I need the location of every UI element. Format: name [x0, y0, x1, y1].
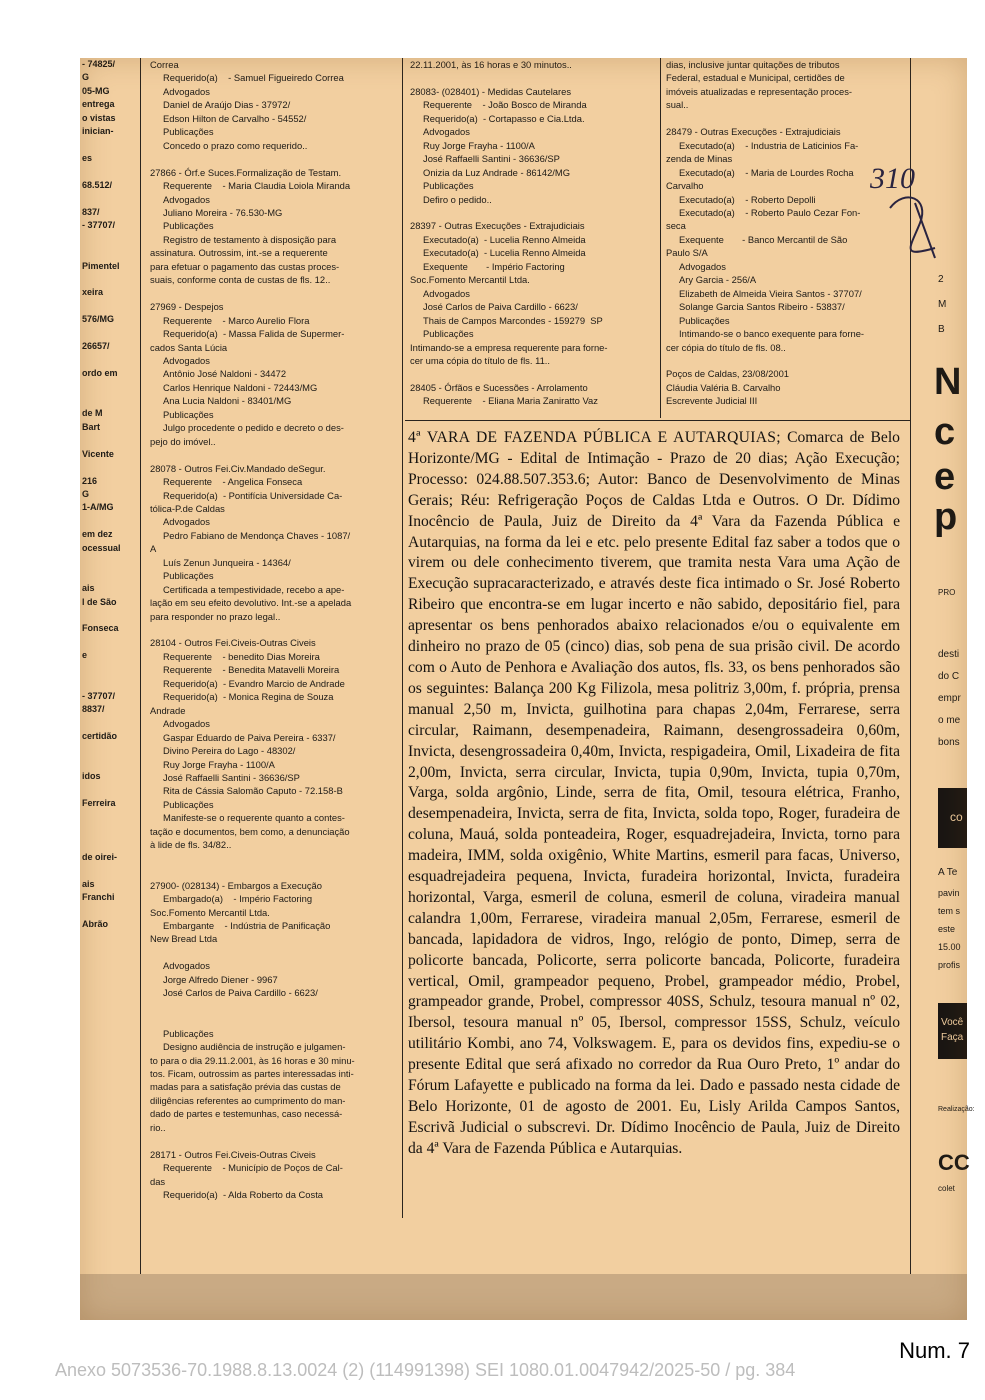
left-edge-fragment: 05-MG — [82, 85, 110, 96]
right-strip-line-3: o me — [938, 715, 961, 726]
left-edge-fragment — [82, 555, 138, 568]
right-strip-black-block — [938, 788, 967, 848]
left-edge-fragment — [82, 515, 138, 528]
right-strip-line-1: do C — [938, 671, 960, 682]
left-edge-fragment — [82, 300, 138, 313]
left-edge-fragment — [82, 811, 138, 824]
column-rule-3 — [660, 58, 661, 418]
left-edge-fragment — [82, 609, 138, 622]
left-edge-fragment — [82, 434, 138, 447]
column-rule-2 — [402, 58, 403, 1218]
document-footer: Anexo 5073536-70.1988.8.13.0024 (2) (114991398) SEI 1080.01.0047942/2025-50 / pg. 384 — [55, 1360, 796, 1380]
left-edge-fragment: 576/MG — [82, 314, 115, 325]
right-strip-voce-block — [938, 1003, 967, 1059]
left-edge-fragment — [82, 663, 138, 676]
left-edge-fragment — [82, 233, 138, 246]
page-number-label: Num. 7 — [899, 1338, 970, 1363]
left-edge-fragment — [82, 139, 138, 152]
left-edge-fragment: 68.512/ — [82, 179, 113, 190]
handwritten-page-mark — [860, 148, 960, 268]
right-strip-line2-1: pavin — [938, 888, 960, 898]
edital-top-rule — [405, 420, 910, 421]
left-edge-fragment: ordo em — [82, 368, 118, 379]
left-edge-fragment: ais — [82, 878, 95, 889]
right-strip-big-3: p — [934, 496, 958, 538]
left-edge-fragment — [82, 905, 138, 918]
right-strip-pro: PRO — [938, 588, 956, 597]
edital-notice — [408, 428, 900, 1160]
left-edge-fragment: - 37707/ — [82, 220, 116, 231]
left-edge-fragment: 1-A/MG — [82, 502, 114, 513]
left-edge-fragment: Vicente — [82, 448, 114, 459]
left-edge-fragment: ocessual — [82, 542, 121, 553]
left-edge-fragment — [82, 192, 138, 205]
right-strip-line-4: bons — [938, 737, 960, 748]
left-edge-fragment — [82, 743, 138, 756]
left-edge-fragment — [82, 461, 138, 474]
right-strip-line2-3: este — [938, 924, 956, 934]
handwritten-number: 310 — [870, 162, 915, 195]
column-rule-1 — [140, 58, 141, 1274]
right-strip-big-1: c — [934, 411, 956, 453]
left-edge-fragment: Fonseca — [82, 623, 119, 634]
left-edge-fragment: 8837/ — [82, 704, 105, 714]
left-edge-fragment: G — [82, 72, 90, 83]
right-strip-line2-5: profis — [938, 960, 961, 970]
column-2-text: 22.11.2001, às 16 horas e 30 minutos.. 28083- (028401) - Medidas Cautelares Requerente - João Bosco de Miranda Requerido(a) - Cortapasso e Cia.Ltda. Advogados Ruy Jorge Frayha - 1100/A José Raffaelli Santini - 36636/SP Onizia da Luz Andrade - 86142/MG Publicações Defiro o pedido.. 28397 - Outras Execuções - Extrajudiciais Executado(a) - Lucelia Renno Almeida Executado(a) - Lucelia Renno Almeida Exequente - Império Factoring Soc.Fomento Mercantil Ltda. Advogados José Carlos de Paiva Cardillo - 6623/ Thais de Campos Marcondes - 159279 SP Publicações Intimando-se a empresa requerente para forne- cer uma cópia do título de fls. 11.. 28405 - Órfãos e Sucessões - Arrolamento Requerente - Eliana Maria Zaniratto Vaz — [410, 59, 608, 407]
left-edge-fragment: em dez — [82, 529, 113, 540]
left-edge-fragment — [82, 824, 138, 837]
right-strip-big-2: e — [934, 456, 956, 498]
right-strip-small-2: B — [938, 324, 945, 335]
left-edge-column — [82, 58, 138, 931]
right-strip-small-0: 2 — [938, 274, 944, 285]
left-edge-fragment — [82, 327, 138, 340]
left-edge-fragment: - 37707/ — [82, 690, 116, 701]
left-edge-fragment — [82, 394, 138, 407]
left-edge-fragment — [82, 569, 138, 582]
right-strip-line2-4: 15.00 — [938, 942, 961, 952]
right-strip-small-1: M — [938, 299, 947, 310]
left-edge-fragment — [82, 864, 138, 877]
left-edge-fragment — [82, 636, 138, 649]
left-edge-fragment: 26657/ — [82, 341, 110, 352]
left-edge-fragment: entrega — [82, 99, 115, 110]
left-edge-fragment — [82, 273, 138, 286]
left-edge-fragment: de M — [82, 408, 103, 419]
left-edge-fragment: inician- — [82, 126, 114, 137]
scan-bottom-margin — [80, 1274, 967, 1320]
left-edge-fragment: - 74825/ — [82, 59, 116, 69]
right-strip-line2-2: tem s — [938, 906, 961, 916]
left-edge-fragment: G — [82, 489, 90, 499]
right-strip-voce-1: Faça — [941, 1032, 964, 1043]
left-edge-fragment: 837/ — [82, 206, 100, 217]
left-edge-fragment: Abrão — [82, 919, 109, 929]
right-strip-voce-0: Você — [941, 1017, 964, 1028]
left-edge-fragment: Ferreira — [82, 798, 116, 809]
left-edge-fragment — [82, 166, 138, 179]
scanned-newspaper-page — [80, 58, 975, 1320]
right-strip-big-0: N — [934, 361, 962, 403]
left-edge-fragment: idos — [82, 771, 101, 782]
left-edge-fragment: o vistas — [82, 112, 116, 123]
left-edge-fragment — [82, 676, 138, 689]
left-edge-fragment: l de São — [82, 596, 117, 607]
right-strip-line-2: empr — [938, 693, 961, 704]
left-edge-fragment: e — [82, 650, 88, 661]
right-strip-logo-sub: colet — [938, 1184, 955, 1193]
left-edge-fragment: ais — [82, 583, 95, 594]
left-edge-fragment — [82, 354, 138, 367]
right-strip-realizacao: Realização: — [938, 1106, 975, 1113]
left-edge-fragment: de oirei- — [82, 851, 118, 862]
left-edge-fragment — [82, 784, 138, 797]
left-edge-fragment: es — [82, 153, 93, 164]
left-edge-fragment — [82, 837, 138, 850]
left-edge-fragment — [82, 757, 138, 770]
left-edge-fragment: Pimentel — [82, 260, 120, 271]
left-edge-fragment: certidão — [82, 730, 118, 741]
column-3-text: dias, inclusive juntar quitações de tributos Federal, estadual e Municipal, certidões de imóveis atualizadas e representação proces- sual.. 28479 - Outras Execuções - Extrajudiciais Executado(a) - Industria de Laticinios Fa- zenda de Minas Executado(a) - Maria de Lourdes Rocha Carvalho Executado(a) - Roberto Depolli Executado(a) - Roberto Paulo Cezar Fon- seca Exequente - Banco Mercantil de São Paulo S/A Advogados Ary Garcia - 256/A Elizabeth de Almeida Vieira Santos - 37707/ Solange Garcia Santos Ribeiro - 53837/ Publicações Intimando-se o banco exequente para forne- cer cópia do título de fls. 08.. Poços de Caldas, 23/08/2001 Cláudia Valéria B. Carvalho Escrevente Judicial III — [666, 59, 865, 407]
left-edge-fragment — [82, 716, 138, 729]
edital-body: Comarca de Belo Horizonte/MG - Edital de Intimação - Prazo de 20 dias; Ação Execução; Processo: 024.88.507.353.6; Autor: Banco de Desenvolvimento de Minas Gerais; Réu: Refrigeração Poços de Caldas Ltda e Outros. O Dr. Dídimo Inocêncio de Paula, Juiz de Direito da 4ª Vara da Fazenda Pública e Autarquias, na forma da lei e etc. pelo presente Edital faz saber a todos que o virem ou dele conhecimento tiverem, que tramita nesta Vara uma Ação de Execução supracaracterizado, e através deste fica intimado o Sr. José Roberto Ribeiro que encontra-se em lugar incerto e não sabido, depositário fiel, para apresentar os bens penhorados abaixo relacionados e/ou o equivalente em dinheiro no prazo de 05 (cinco) dias, sob pena de sua prisão civil. De acordo com o Auto de Penhora e Avaliação dos autos, fls. 33, os bens penhorados são os seguintes: Balança 200 Kg Filizola, mesa politriz 3,00m, f. própria, prensa manual 2,50 m, Invicta, guilhotina para chapas 2,04m, Ferrarese, serra circular, Raimann, desempenadeira, Raimann, desengrossadeira 0,60m, Invicta, desengrossadeira 0,40m, Invicta, respigadeira, Omil, Lixadeira de fita 2,00m, Invicta, serra circular, Invicta, tupia 0,90m, Invicta, tupia 0,70m, Varga, solda argônio, Linde, serra de fita, Omil, tesoura elétrica, Franho, desempenadeira, Invicta, serra de fita, Invicta, solda topo, Roger, furadeira de coluna, Mauá, solda ponteadeira, Roger, esquadrejadeira, Invicta, torno para madeira, IMM, solda oxigênio, White Martins, esmeril para facas, Universo, esquadrejadeira pequena, Invicta, furadeira horizontal, Invicta, furadeira horizontal, Varga, esmeril de coluna, esmeril de coluna, viradeira manual calandra 1,00m, Ferrarese, viradeira manual 2,05m, Ferrarese, esmeril de bancada, lapidadora de vidros, Ingo, relógio de ponto, Dimep, serra de policorte bancada, Policorte, serra policorte bancada, Policorte, furadeira vertical, Omil, grampeador pequeno, Probel, grampeador médio, Probel, grampeador grande, Probel, compressor 40SS, Schulz, tesoura manual nº 02, Ibersol, tesoura manual nº 05, Ibersol, compressor 15SS, Schulz, veículo utilitário Kombi, ano 74, Volkswagem. E, para os devidos fins, expediu-se o presente Edital que será afixado no corredor da Rua Ouro Preto, 1º andar do Fórum Lafayette e publicado na forma da lei. Dado e passado nesta cidade de Belo Horizonte, 01 de agosto de 2001. Eu, Lisly Arilda Campos Santos, Escrivã Judicial o subscrevi. Dr. Dídimo Inocêncio de Paula, Juiz de Direito da 4ª Vara de Fazenda Pública e Autarquias. — [408, 429, 900, 1157]
column-1-text: Correa Requerido(a) - Samuel Figueiredo Correa Advogados Daniel de Araújo Dias - 37972/ Edson Hilton de Carvalho - 54552/ Publicações Concedo o prazo como requerido.. 27866 - Órf.e Suces.Formalização de Testam. Requerente - Maria Claudia Loiola Miranda Advogados Juliano Moreira - 76.530-MG Publicações Registro de testamento à disposição para assinatura. Outrossim, int.-se a requerente para efetuar o pagamento das custas proces- suais, conforme conta de custas de fls. 12.. 27969 - Despejos Requerente - Marco Aurelio Flora Requerido(a) - Massa Falida de Supermer- cados Santa Lúcia Advogados Antônio José Naldoni - 34472 Carlos Henrique Naldoni - 72443/MG Ana Lucia Naldoni - 83401/MG Publicações Julgo procedente o pedido e decreto o des- pejo do imóvel.. 28078 - Outros Fei.Civ.Mandado deSegur. Requerente - Angelica Fonseca Requerido(a) - Pontifícia Universidade Ca- tólica-P.de Caldas Advogados Pedro Fabiano de Mendonça Chaves - 1087/ A Luís Zenun Junqueira - 14364/ Publicações Certificada a tempestividade, recebo a ape- lação em seu efeito devolutivo. Int.-se a apelada para responder no prazo legal.. 28104 - Outros Fei.Civeis-Outras Civeis Requerente - benedito Dias Moreira Requerente - Benedita Matavelli Moreira Requerido(a) - Evandro Marcio de Andrade Requerido(a) - Monica Regina de Souza Andrade Advogados Gaspar Eduardo de Paiva Pereira - 6337/ Divino Pereira do Lago - 48302/ Ruy Jorge Frayha - 1100/A José Raffaelli Santini - 36636/SP Rita de Cássia Salomão Caputo - 72.158-B Publicações Manifeste-se o requerente quanto a contes- tação e documentos, bem como, a denunciação à lide de fls. 34/82.. 27900- (028134) - Embargos a Execução Embargado(a) - Império Factoring Soc.Fomento Mercantil Ltda. Embargante - Indústria de Panificação New Bread Ltda Advogados Jorge Alfredo Diener - 9967 José Carlos de Paiva Cardillo - 6623/ Publicações Designo audiência de instrução e julgamen- to para o dia 29.11.2.001, às 16 horas e 30 minu- tos. Ficam, outrossim as partes interessadas inti- madas para a satisfação prévia das custas de diligências referentes ao cumprimento do man- dado de partes e testemunhas, caso necessá- rio.. 28171 - Outros Fei.Civeis-Outras Civeis Requerente - Município de Poços de Cal- das Requerido(a) - Alda Roberto da Costa — [150, 59, 355, 1201]
right-strip-co: co — [950, 810, 963, 824]
left-edge-fragment: 216 — [82, 475, 98, 486]
left-edge-fragment — [82, 381, 138, 394]
right-strip-logo: CC — [938, 1150, 970, 1175]
left-edge-fragment: Franchi — [82, 892, 115, 903]
edital-title: 4ª VARA DE FAZENDA PÚBLICA E AUTARQUIAS; — [408, 429, 781, 446]
left-edge-fragment: xeira — [82, 287, 104, 298]
right-strip-line2-0: A Te — [938, 867, 958, 878]
right-strip-line-0: desti — [938, 649, 960, 660]
left-edge-fragment: Bart — [82, 421, 101, 432]
left-edge-fragment — [82, 246, 138, 259]
